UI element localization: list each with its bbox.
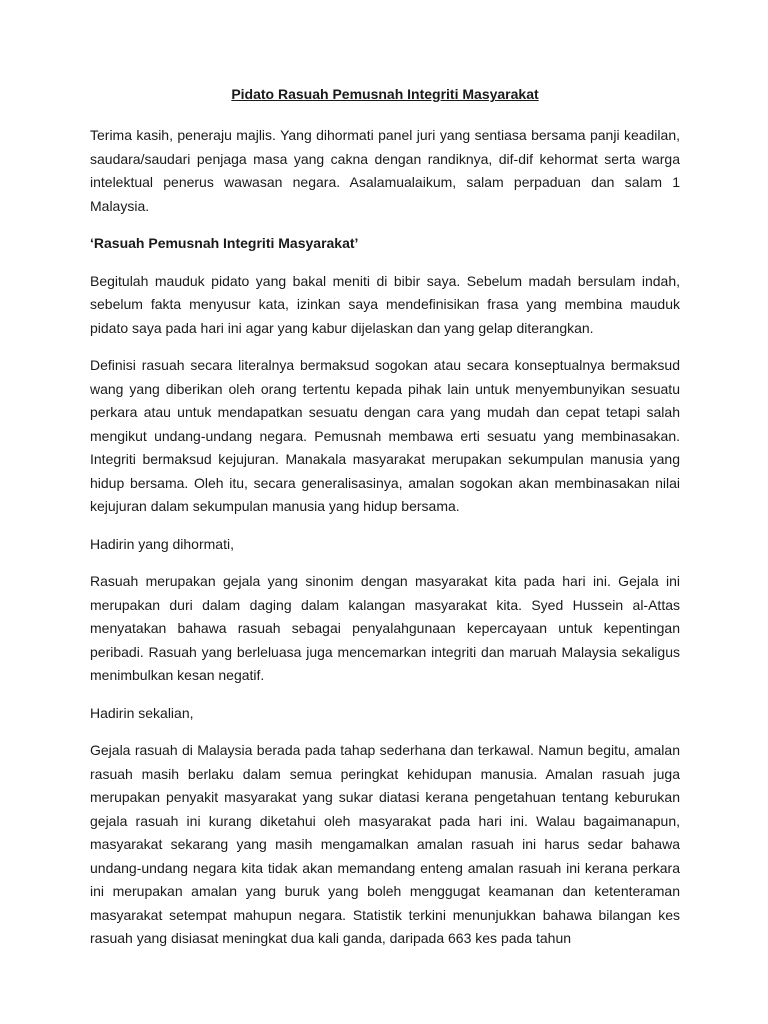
document-title: Pidato Rasuah Pemusnah Integriti Masyarakat	[231, 86, 539, 102]
paragraph-topic-heading: ‘Rasuah Pemusnah Integriti Masyarakat’	[90, 235, 359, 251]
paragraph-body-2: Gejala rasuah di Malaysia berada pada tahap sederhana dan terkawal. Namun begitu, amalan rasuah masih berlaku dalam semua peringkat kehidupan manusia. Amalan rasuah juga merupakan penyakit masyarakat yang sukar diatasi kerana pengetahuan tentang keburukan gejala rasuah ini kurang diketahui oleh masyarakat pada hari ini. Walau bagaimanapun, masyarakat sekarang yang masih mengamalkan amalan rasuah ini harus sedar bahawa undang-undang negara kita tidak akan memandang enteng amalan rasuah ini kerana perkara ini merupakan amalan yang buruk yang boleh menggugat keamanan dan ketenteraman masyarakat setempat mahupun negara. Statistik terkini menunjukkan bahawa bilangan kes rasuah yang disiasat meningkat dua kali ganda, daripada 663 kes pada tahun	[90, 742, 680, 946]
paragraph-definition: Definisi rasuah secara literalnya bermaksud sogokan atau secara konseptualnya bermaksud wang yang diberikan oleh orang tertentu kepada pihak lain untuk menyembunyikan sesuatu perkara atau untuk mendapatkan sesuatu dengan cara yang mudah dan cepat tetapi salah mengikut undang-undang negara. Pemusnah membawa erti sesuatu yang membinasakan. Integriti bermaksud kejujuran. Manakala masyarakat merupakan sekumpulan manusia yang hidup bersama. Oleh itu, secara generalisasinya, amalan sogokan akan membinasakan nilai kejujuran dalam sekumpulan manusia yang hidup bersama.	[90, 357, 680, 514]
paragraph-greeting: Terima kasih, peneraju majlis. Yang dihormati panel juri yang sentiasa bersama panji keadilan, saudara/saudari penjaga masa yang cakna dengan randiknya, dif-dif kehormat serta warga intelektual penerus wawasan negara. Asalamualaikum, salam perpaduan dan salam 1 Malaysia.	[90, 127, 680, 214]
paragraph-body-1: Rasuah merupakan gejala yang sinonim dengan masyarakat kita pada hari ini. Gejala ini merupakan duri dalam daging dalam kalangan masyarakat kita. Syed Hussein al-Attas menyatakan bahawa rasuah sebagai penyalahgunaan kepercayaan untuk kepentingan peribadi. Rasuah yang berleluasa juga mencemarkan integriti dan maruah Malaysia sekaligus menimbulkan kesan negatif.	[90, 573, 680, 683]
paragraph-address-1: Hadirin yang dihormati,	[90, 535, 234, 552]
paragraph-address-2: Hadirin sekalian,	[90, 704, 194, 721]
paragraph-introduction: Begitulah mauduk pidato yang bakal meniti di bibir saya. Sebelum madah bersulam indah, sebelum fakta menyusur kata, izinkan saya mendefinisikan frasa yang membina mauduk pidato saya pada hari ini agar yang kabur dijelaskan dan yang gelap diterangkan.	[90, 272, 680, 336]
